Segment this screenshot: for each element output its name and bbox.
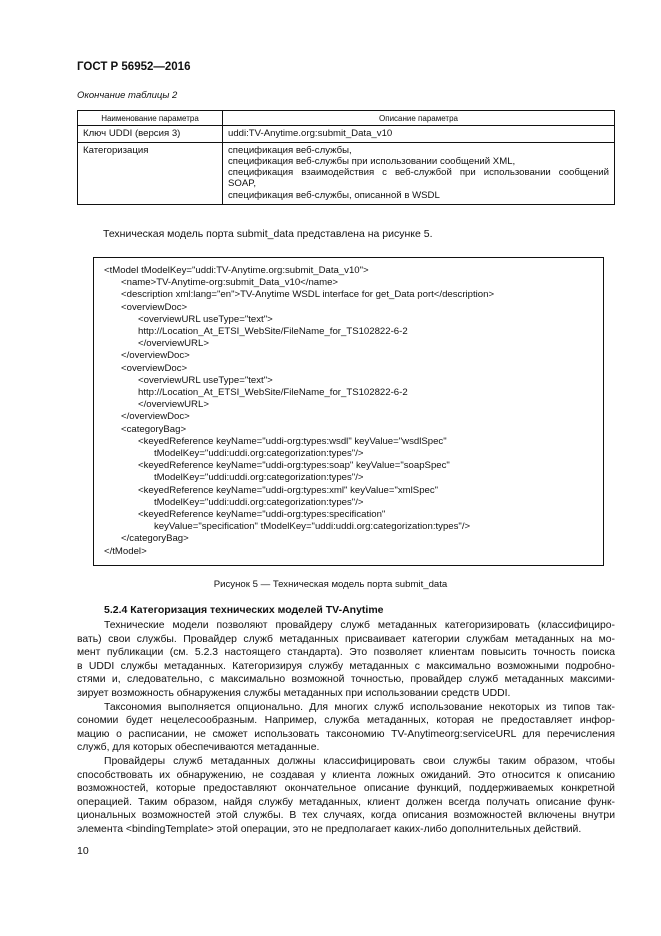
paragraph-line: Провайдеры служб метаданных должны классифицировать свои службы таким образом, чтобы (104, 756, 615, 767)
paragraph-line: сономии будет нецелесообразным. Например, служба метаданных, которая не предоставляет инфор- (77, 715, 615, 727)
code-line: <overviewDoc> (121, 301, 188, 313)
code-line: <overviewDoc> (121, 362, 188, 374)
code-line: </tModel> (104, 545, 147, 557)
paragraph-line: в UDDI службы метаданных. Категоризируя службу метаданных с максимально возможными подробно- (77, 660, 615, 672)
code-line: tModelKey="uddi:uddi.org:categorization:types"/> (154, 472, 364, 484)
code-line: <keyedReference keyName="uddi-org:types:wsdl" keyValue="wsdlSpec" (138, 435, 447, 447)
paragraph-line: мент публикации (см. 5.2.3 настоящего стандарта). Это позволяет клиентам повысить точность поиска (77, 647, 615, 659)
paragraph-line: служб, для которых обеспечиваются метаданные. (77, 742, 320, 754)
code-line: </overviewURL> (138, 399, 209, 411)
code-line: <keyedReference keyName="uddi-org:types:specification" (138, 509, 386, 520)
table-header-row (78, 111, 615, 126)
code-line: </overviewURL> (138, 338, 209, 350)
table-caption: Окончание таблицы 2 (77, 90, 178, 101)
intro-sentence: Техническая модель порта submit_data представлена на рисунке 5. (103, 228, 433, 240)
column-header: Описание параметра (223, 111, 615, 126)
code-line: keyValue="specification" tModelKey="uddi:uddi.org:categorization:types"/> (154, 521, 471, 533)
desc-line: спецификация веб-службы, (228, 144, 352, 156)
code-line: <name>TV-Anytime-org:submit_Data_v10</name> (121, 277, 339, 289)
figure-caption: Рисунок 5 — Техническая модель порта submit_data (213, 579, 448, 590)
code-line: </overviewDoc> (121, 350, 190, 362)
paragraph-line: вать) свои службы. Провайдер служб метаданных присваивает категории службам метаданных на мо- (77, 633, 615, 645)
paragraph-line: стями и, следовательно, с максимально возможной точностью, провайдер служб метаданных максими- (77, 674, 615, 686)
code-line: <keyedReference keyName="uddi-org:types:soap" keyValue="soapSpec" (138, 460, 450, 472)
code-line: tModelKey="uddi:uddi.org:categorization:types"/> (154, 448, 364, 459)
paragraph-line: Таксономия выполняется опционально. Для многих служб использование некоторых из типов так- (104, 701, 615, 713)
desc-line: спецификация взаимодействия с веб-службой при использовании сообщений (228, 167, 609, 179)
document-header: ГОСТ Р 56952—2016 (77, 61, 191, 73)
desc-line: спецификация веб-службы при использовании сообщений XML, (228, 155, 516, 167)
code-line: <categoryBag> (121, 423, 187, 435)
desc-line: SOAP, (228, 178, 257, 190)
paragraph-line: циональных возможностей этой службы. В тех случаях, когда описания возможностей включены внутри (77, 810, 615, 822)
code-line: <keyedReference keyName="uddi-org:types:xml" keyValue="xmlSpec" (138, 484, 439, 496)
code-figure (93, 257, 604, 566)
paragraph-line: способствовать их обнаружению, не создавая у клиента ложных ожиданий. Это относится к описанию (77, 769, 615, 781)
paragraph-line: Технические модели позволяют провайдеру служб метаданных категоризировать (классифициро- (104, 620, 615, 631)
desc-line: спецификация веб-службы, описанной в WSDL (228, 189, 440, 201)
code-line: <overviewURL useType="text"> (138, 313, 273, 325)
page-number: 10 (77, 845, 89, 857)
code-line: </categoryBag> (121, 533, 189, 545)
table-row (78, 126, 615, 142)
code-line: <description xml:lang="en">TV-Anytime WSDL interface for get_Data port</description> (121, 289, 495, 301)
paragraph-line: операцией. Таким образом, найдя службу метаданных, клиент должен всегда получать описание функ- (77, 796, 615, 808)
code-line: <tModel tModelKey="uddi:TV-Anytime.org:submit_Data_v10"> (104, 265, 369, 276)
paragraph-line: возможностей, которые предоставляют окончательное описание функций, поддерживаемых конкретной (77, 783, 615, 795)
code-line: http://Location_At_ETSI_WebSite/FileName_for_TS102822-6-2 (138, 387, 408, 398)
code-line: http://Location_At_ETSI_WebSite/FileName_for_TS102822-6-2 (138, 326, 408, 337)
param-name: Ключ UDDI (версия 3) (78, 126, 223, 142)
desc-line: uddi:TV-Anytime.org:submit_Data_v10 (228, 128, 393, 140)
parameters-table (77, 110, 615, 205)
code-line: </overviewDoc> (121, 411, 190, 423)
code-line: tModelKey="uddi:uddi.org:categorization:types"/> (154, 496, 364, 508)
param-name: Категоризация (78, 142, 223, 204)
section-heading: 5.2.4 Категоризация технических моделей TV-Anytime (104, 604, 384, 616)
paragraph-line: элемента <bindingTemplate> этой операции, это не предполагает каких-либо дополнительных действий. (77, 824, 582, 835)
column-header: Наименование параметра (78, 111, 223, 126)
table-row (78, 142, 615, 204)
param-desc (223, 142, 615, 204)
param-desc (223, 126, 615, 142)
paragraph-line: мацию о расписании, не сможет использовать таксономию TV-Anytimeorg:serviceURL для перечисления (77, 728, 615, 740)
code-line: <overviewURL useType="text"> (138, 374, 273, 386)
paragraph-line: зирует возможность обнаружения службы метаданных при использовании средств UDDI. (77, 688, 511, 699)
